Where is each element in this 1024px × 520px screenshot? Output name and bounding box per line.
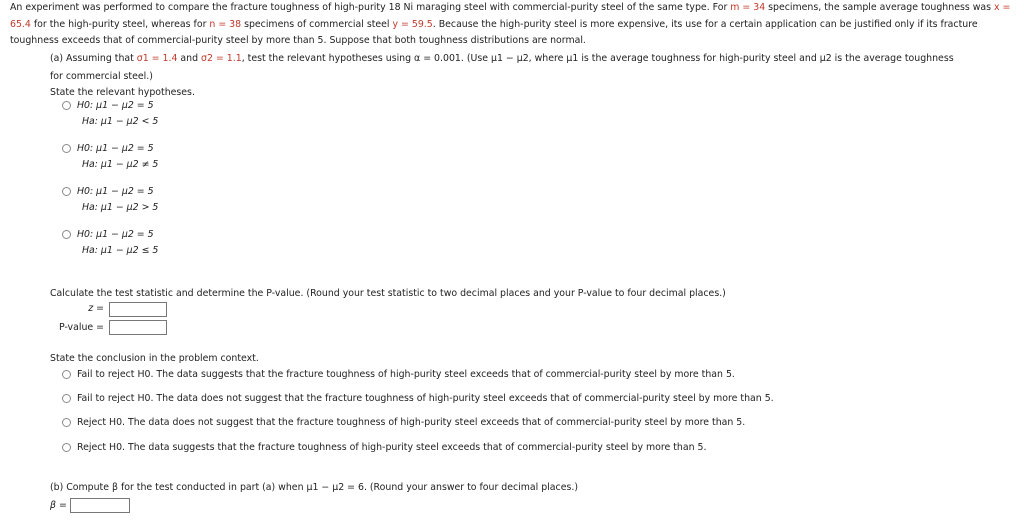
- part-a-text-2: and: [177, 53, 202, 64]
- radio-button[interactable]: [62, 187, 71, 196]
- h0-text: H0: μ1 − μ2 = 5: [77, 229, 154, 240]
- intro-text-3: for the high-purity steel, whereas for: [30, 18, 210, 30]
- ybar-value: y = 59.5: [392, 18, 433, 30]
- hypotheses-label: State the relevant hypotheses.: [50, 87, 195, 98]
- conclusion-label: State the conclusion in the problem context.: [50, 353, 259, 364]
- xbar-value: x = 65.4: [10, 2, 1011, 30]
- conclusion-text: Fail to reject H0. The data does not suggest that the fracture toughness of high-purity steel exceeds that of commercial-purity steel by more than 5.: [77, 393, 774, 404]
- sigma2-value: σ2 = 1.1: [201, 53, 242, 64]
- radio-button[interactable]: [62, 144, 71, 153]
- h0-text: H0: μ1 − μ2 = 5: [77, 143, 154, 154]
- part-b-instructions: (b) Compute β for the test conducted in part (a) when μ1 − μ2 = 6. (Round your answer to four decimal places.): [50, 482, 578, 493]
- conclusion-text: Fail to reject H0. The data suggests that the fracture toughness of high-purity steel exceeds that of commercial-purity steel by more than 5.: [77, 369, 735, 380]
- intro-text-2: specimens, the sample average toughness was: [765, 2, 994, 13]
- beta-input[interactable]: [70, 498, 130, 513]
- part-a-text-1: (a) Assuming that: [50, 53, 137, 64]
- intro-text-1: An experiment was performed to compare the fracture toughness of high-purity 18 Ni maraging steel with commercial-purity steel of the same type. For: [10, 2, 731, 13]
- m-value: m = 34: [730, 2, 766, 13]
- conclusion-option-2[interactable]: [62, 392, 774, 406]
- n-value: n = 38: [209, 18, 242, 30]
- conclusion-option-1[interactable]: [62, 368, 735, 382]
- part-a-text-3: , test the relevant hypotheses using α = 0.001. (Use μ1 − μ2, where μ1 is the average toughness for high-purity steel and μ2 is the average toughness: [241, 53, 954, 64]
- radio-button[interactable]: [62, 230, 71, 239]
- conclusion-option-3[interactable]: [62, 416, 745, 430]
- radio-button[interactable]: [62, 394, 71, 403]
- part-a-instructions: [50, 52, 954, 66]
- p-value-label: P-value =: [58, 322, 104, 333]
- radio-button[interactable]: [62, 101, 71, 110]
- ha-text: Ha: μ1 − μ2 < 5: [82, 116, 159, 127]
- problem-statement: [10, 0, 1018, 50]
- radio-button[interactable]: [62, 370, 71, 379]
- p-value-input[interactable]: [109, 320, 167, 335]
- h0-text: H0: μ1 − μ2 = 5: [77, 100, 154, 111]
- part-a-instructions-cont: for commercial steel.): [50, 71, 153, 82]
- intro-text-4: specimens of commercial steel: [241, 18, 393, 30]
- ha-text: Ha: μ1 − μ2 ≠ 5: [82, 159, 159, 170]
- intro-text-5: . Because the high-purity steel is more expensive, its use for a certain application can be justified only if its fracture toughness exceeds that of commercial-purity steel by more than 5. Suppose that both toughness distributions are normal.: [10, 18, 978, 46]
- z-input[interactable]: [109, 302, 167, 317]
- beta-label: β =: [50, 500, 67, 511]
- h0-text: H0: μ1 − μ2 = 5: [77, 186, 154, 197]
- conclusion-text: Reject H0. The data does not suggest that the fracture toughness of high-purity steel exceeds that of commercial-purity steel by more than 5.: [77, 417, 746, 428]
- sigma1-value: σ1 = 1.4: [136, 53, 178, 64]
- ha-text: Ha: μ1 − μ2 > 5: [82, 202, 159, 213]
- calculate-label: Calculate the test statistic and determine the P-value. (Round your test statistic to two decimal places and your P-value to four decimal places.): [50, 288, 726, 299]
- z-label: z =: [88, 303, 104, 314]
- conclusion-option-4[interactable]: [62, 441, 706, 455]
- radio-button[interactable]: [62, 418, 71, 427]
- ha-text: Ha: μ1 − μ2 ≤ 5: [82, 245, 159, 256]
- conclusion-text: Reject H0. The data suggests that the fracture toughness of high-purity steel exceeds that of commercial-purity steel by more than 5.: [77, 442, 707, 453]
- radio-button[interactable]: [62, 443, 71, 452]
